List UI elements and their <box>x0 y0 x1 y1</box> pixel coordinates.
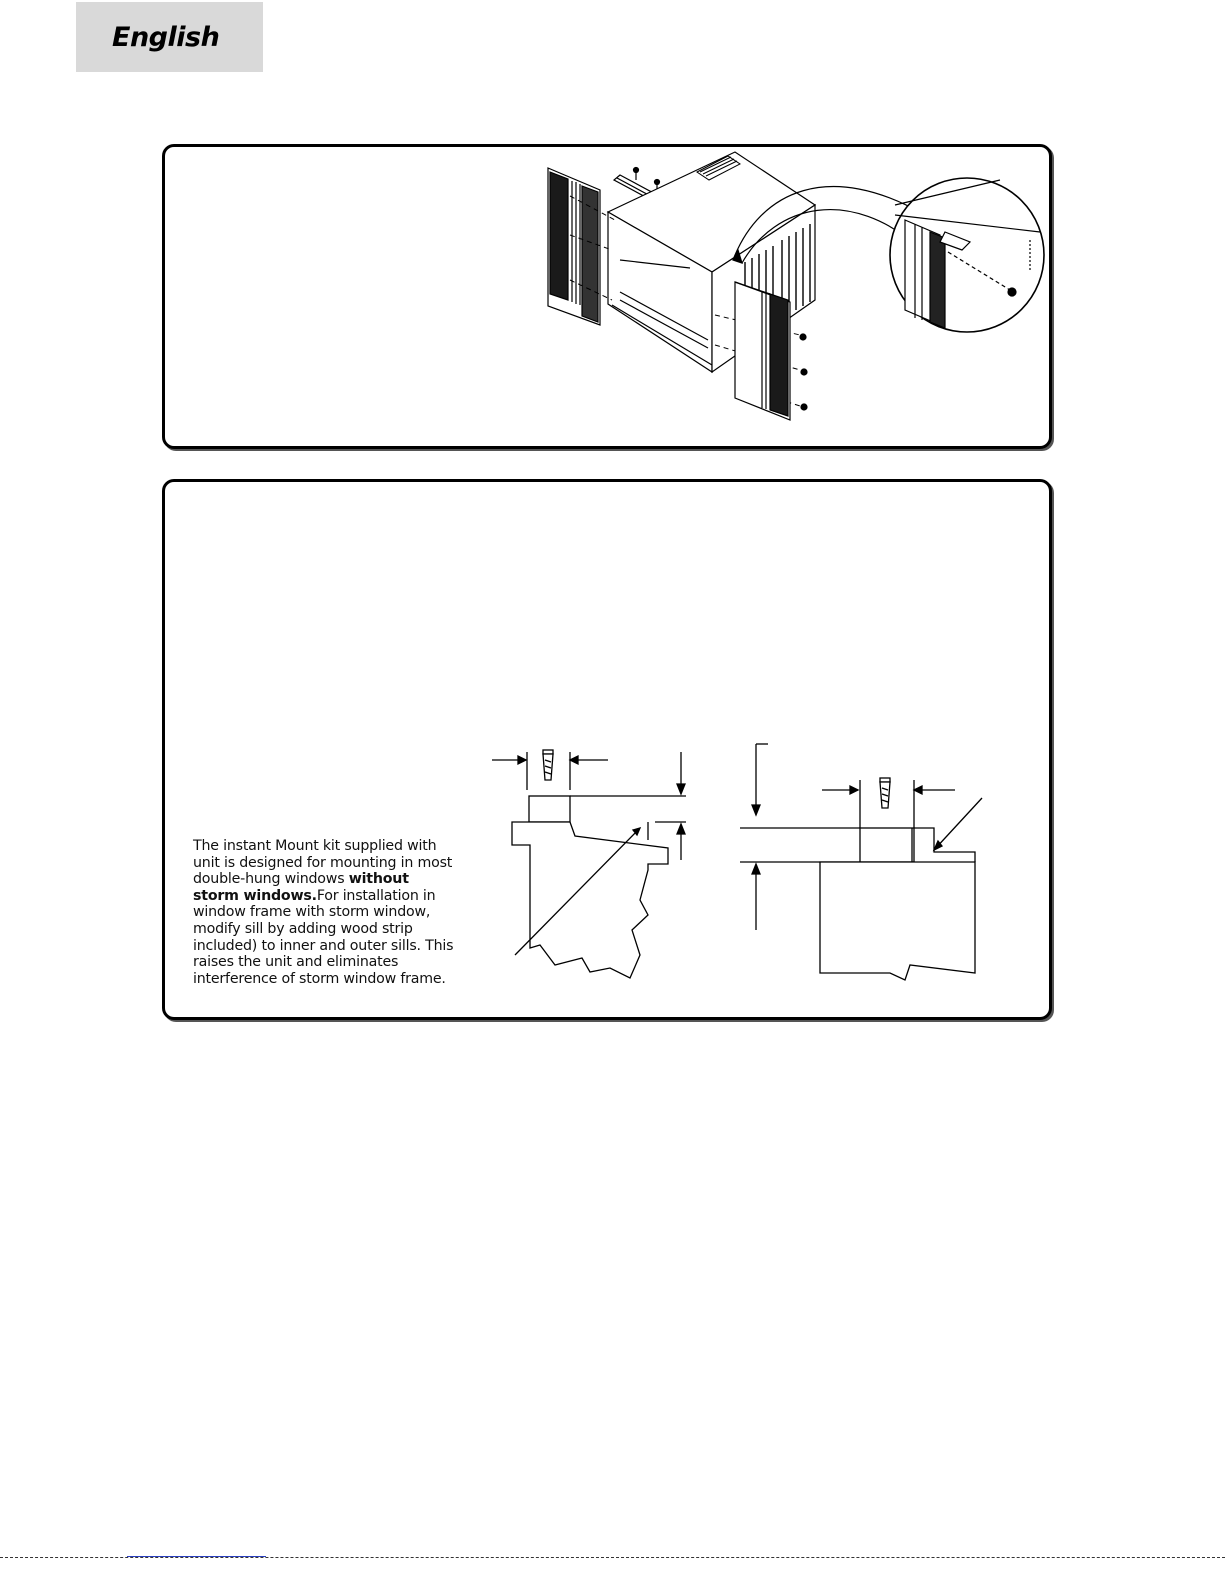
note-line: interference of storm window frame. <box>193 970 446 987</box>
left-curtain-frame <box>548 168 600 325</box>
footer-link-underline <box>127 1556 266 1557</box>
magnified-detail <box>890 178 1044 332</box>
note-line: window frame with storm window, <box>193 904 431 921</box>
exploded-unit-illustration <box>165 147 1049 446</box>
note-line <box>193 888 455 905</box>
language-tab <box>76 2 263 72</box>
note-line: unit is designed for mounting in most <box>193 854 453 871</box>
storm-window-note <box>193 838 455 987</box>
note-line: raises the unit and eliminates <box>193 954 399 971</box>
frame-assembly-panel <box>162 144 1052 449</box>
note-line: included) to inner and outer sills. This <box>193 937 454 954</box>
note-text: For installation in <box>316 887 436 904</box>
page-footer-rule <box>0 1557 1225 1558</box>
note-emphasis: storm windows. <box>193 887 317 904</box>
right-sill-section <box>740 744 982 980</box>
language-tab-label: English <box>112 22 220 53</box>
storm-window-panel <box>162 479 1052 1020</box>
screw-icon <box>880 778 890 808</box>
right-curtain-frame <box>735 282 790 420</box>
note-line <box>193 871 455 888</box>
note-text: double-hung windows <box>193 871 349 888</box>
screw-icon <box>543 750 553 780</box>
note-emphasis: without <box>348 871 409 888</box>
left-sill-section <box>492 750 686 978</box>
note-line: The instant Mount kit supplied with <box>193 838 437 854</box>
note-line: modify sill by adding wood strip <box>193 920 413 937</box>
